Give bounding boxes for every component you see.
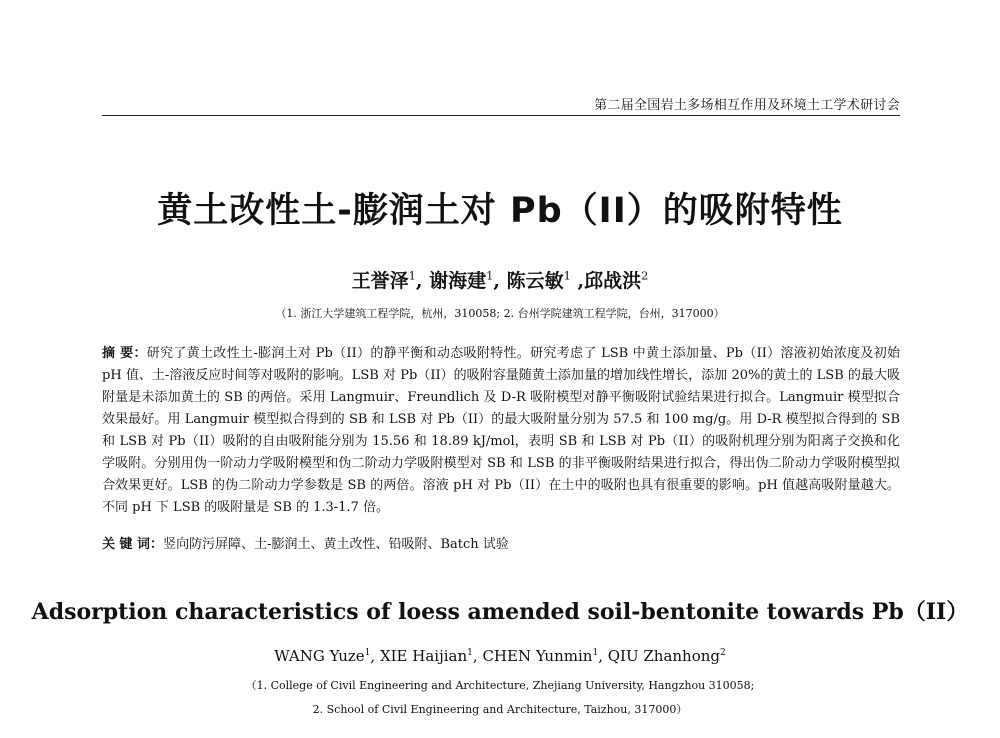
title-en: Adsorption characteristics of loess amended soil-bentonite towards Pb（II） [31,599,969,625]
title-cn: 黄土改性土-膨润土对 Pb（II）的吸附特性 [157,191,843,231]
author-en: XIE Haijian$^1$, [379,647,483,665]
affiliation-cn: （1. 浙江大学建筑工程学院，杭州，310058; 2. 台州学院建筑工程学院，台州，317000） [275,307,725,320]
running-header: 第二届全国岩土多场相互作用及环境土工学术研讨会 [594,98,900,113]
author-cn: 邱战洪$^2$ [584,268,649,292]
keywords [102,534,900,556]
author-cn: 王誉泽$^1$, [351,268,430,292]
abstract-text: 研究了黄土改性土-膨润土对 Pb（II）的静平衡和动态吸附特性。研究考虑了 LSB 中黄土添加量、Pb（II）溶液初始浓度及初始 pH 值、土-溶液反应时间等对吸附的影响。LSB 对 Pb（II）的吸附容量随黄土添加量的增加线性增长，添加 20%的黄土的 LSB 的最大吸附量是未添加黄土的 SB 的两倍。采用 Langmuir、Freundlich 及 D-R 吸附模型对静平衡吸附试验结果进行拟合。Langmuir 模型拟合效果最好。用 Langmuir 模型拟合得到的 SB 和 LSB 对 Pb（II）的最大吸附量分别为 57.5 和 100 mg/g。用 D-R 模型拟合得到的 SB 和 LSB 对 Pb（II）吸附的自由吸附能分别为 15.56 和 18.89 kJ/mol，表明 SB 和 LSB 对 Pb（II）的吸附机理分别为阳离子交换和化学吸附。分别用伪一阶动力学吸附模型和伪二阶动力学吸附模型对 SB 和 LSB 的非平衡吸附结果进行拟合，得出伪二阶动力学吸附模型拟合效果更好。LSB 的伪二阶动力学参数是 SB 的两倍。溶液 pH 对 Pb（II）在土中的吸附也具有很重要的影响。pH 值越高吸附量越大。不同 pH 下 LSB 的吸附量是 SB 的 1.3-1.7 倍。 [102,346,901,515]
author-cn: 谢海建$^1$, [429,268,507,292]
author-cn: 陈云敏$^1$ , [506,268,585,292]
abstract [102,343,900,519]
authors-en [0,647,1000,665]
author-en: CHEN Yunmin$^1$, [482,647,608,665]
affiliation-en-2: 2. School of Civil Engineering and Architecture, Taizhou, 317000） [312,703,688,716]
header-rule [102,115,900,116]
author-en: QIU Zhanhong$^2$ [607,647,726,665]
affiliation-en-1: （1. College of Civil Engineering and Architecture, Zhejiang University, Hangzhou 310058; [245,679,755,692]
keywords-text: 竖向防污屏障、土-膨润土、黄土改性、铅吸附、Batch 试验 [163,537,509,552]
abstract-label: 摘 要： [102,346,147,361]
authors-cn [0,266,1000,293]
keywords-label: 关 键 词： [102,537,164,552]
author-en: WANG Yuze$^1$, [274,647,380,665]
